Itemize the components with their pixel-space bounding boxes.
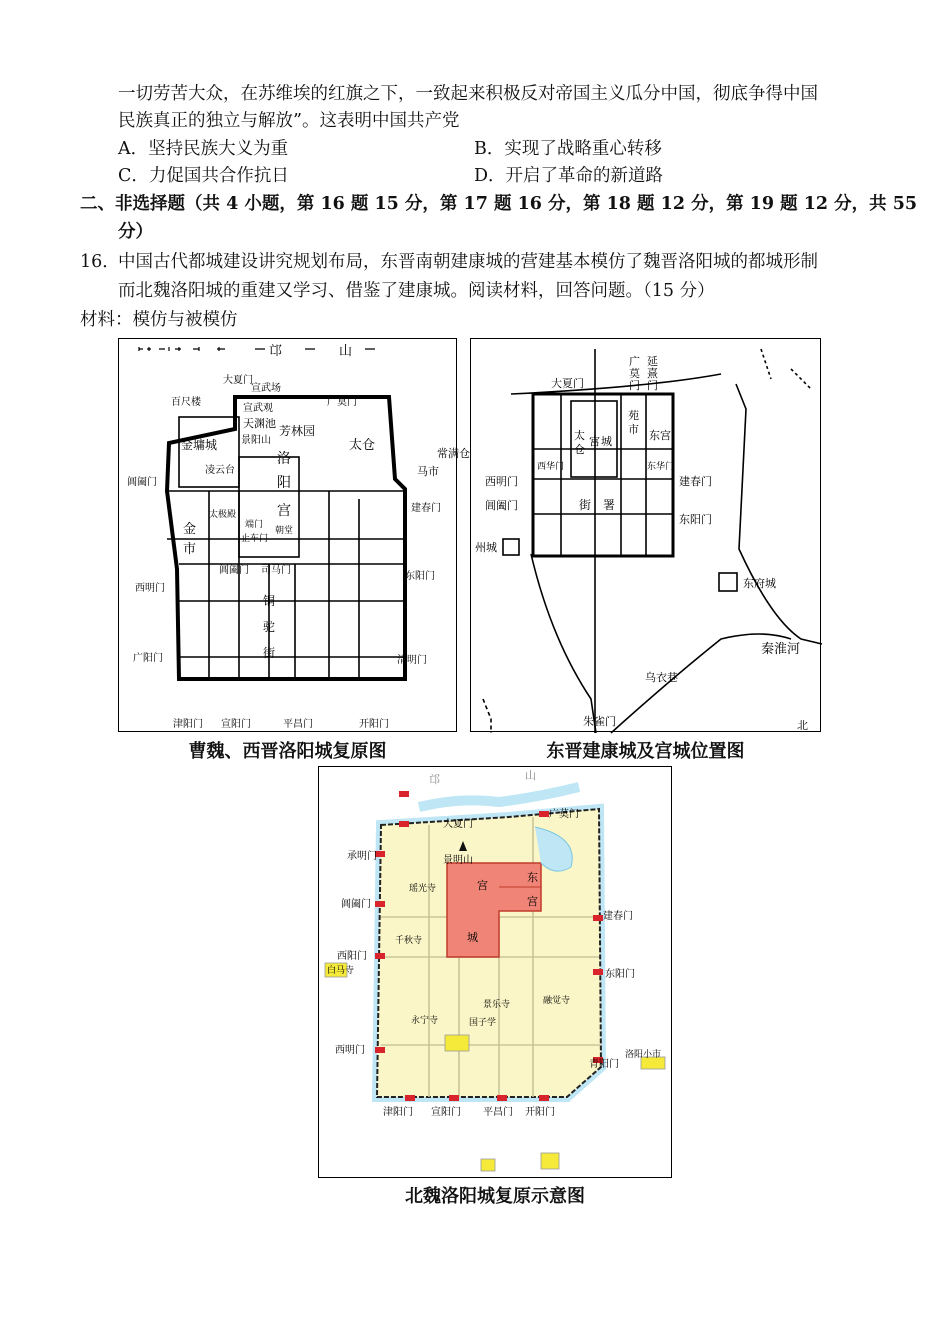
label-men2: 门 [647,379,658,392]
label-taicang-2: 仓 [574,443,585,456]
label-yaoguangsi: 瑶光寺 [409,884,437,894]
label-daxiamen: 大夏门 [551,377,584,390]
q15-text-line1: 一切劳苦大众，在苏维埃的红旗之下，一致起来积极反对帝国主义瓜分中国，彻底争得中国 [118,84,818,104]
label-qingyangmen: 青阳门 [589,1059,619,1070]
label-shi: 市 [183,542,197,557]
label-donghuamen: 东华门 [647,462,675,472]
label-gongcheng-2: 城 [601,435,612,448]
label-zhichemen: 止车门 [241,534,269,544]
label-bei: 北 [797,719,808,732]
label-xuanyangmen: 宣阳门 [221,719,251,730]
label-taicang-1: 太 [574,429,585,442]
label-shu: 署 [603,498,616,512]
market-south-1 [481,1159,495,1171]
map-luoyang-northern-wei-svg [319,767,673,1179]
label-xuanwuchang: 宣武场 [251,383,281,394]
zhoucheng-marker [503,539,519,555]
label-mo: 莫 [629,367,640,380]
label-cheng: 城 [467,931,478,944]
label-guangyangmen: 广阳门 [133,653,163,664]
map3-caption: 北魏洛阳城复原示意图 [405,1186,585,1207]
label-jie: 街 [579,498,592,512]
label-lingyuntai: 凌云台 [205,465,235,476]
label-changmancang: 常满仓 [437,447,470,460]
label-kaiyangmen: 开阳门 [525,1107,555,1118]
label-baimasi: 白马寺 [327,966,355,976]
label-zhoucheng: 州城 [475,541,497,554]
label-mashi: 马市 [417,465,439,478]
label-pingchangmen: 平昌门 [483,1107,513,1118]
label-mang: 邙 [269,344,283,359]
dashed-boundary [761,349,811,389]
label-gong: 宫 [477,879,488,892]
map-luoyang-wei-jin [118,338,470,732]
label-jingyangshan: 景阳山 [241,435,271,446]
label-dong: 东 [527,871,538,884]
label-ximingmen: 西明门 [335,1045,365,1056]
label-dongyangmen: 东阳门 [405,571,435,582]
q15-text-line2: 民族真正的独立与解放”。这表明中国共产党 [118,111,460,131]
label-jinyangmen: 津阳门 [173,719,203,730]
label-xiyangmen: 西阳门 [337,951,367,962]
label-jie: 街 [263,646,276,660]
label-jinyangmen: 津阳门 [383,1107,413,1118]
label-baichilou: 百尺楼 [171,397,201,408]
city-wall [533,394,673,556]
market-south-2 [541,1153,559,1169]
label-jianchunmen: 建春门 [603,911,633,922]
label-jianchunmen: 建春门 [411,503,441,514]
label-guang: 广 [629,355,640,368]
q16-text-line2: 而北魏洛阳城的重建又学习、借鉴了建康城。阅读材料，回答问题。（15 分） [118,281,715,301]
label-shan: 山 [525,769,536,782]
label-guangmomen: 广莫门 [549,809,579,820]
q15-option-c: C．力促国共合作抗日 [118,166,289,186]
label-kaiyangmen: 开阳门 [359,719,389,730]
section2-heading: 二、非选择题（共 4 小题，第 16 题 15 分，第 17 题 16 分，第 18 题 12 分，第 19 题 12 分，共 55 [80,194,918,214]
label-ximingmen: 西明门 [135,583,165,594]
market-central [445,1035,469,1051]
label-chengmingmen: 承明门 [347,851,377,862]
map2-caption: 东晋建康城及宫城位置图 [546,741,745,762]
label-xuanwuguan: 宣武观 [243,403,273,414]
label-duanmen: 端门 [245,520,264,530]
label-tuo: 驼 [263,620,276,634]
label-shi: 市 [628,423,639,436]
label-yan: 延 [647,355,658,368]
q16-text-line1: 中国古代都城建设讲究规划布局，东晋南朝建康城的营建基本模仿了魏晋洛阳城的都城形制 [118,252,818,272]
material-label: 材料：模仿与被模仿 [80,310,238,330]
label-chaotang: 朝堂 [275,526,294,536]
label-taicang: 太仓 [349,438,376,453]
label-guozixue: 国子学 [469,1018,497,1028]
label-xuanyangmen: 宣阳门 [431,1107,461,1118]
label-dongyangmen: 东阳门 [605,969,635,980]
label-yang: 阳 [277,475,291,491]
label-qingmingmen: 清明门 [397,655,427,666]
label-zhuquemen: 朱雀门 [583,715,616,728]
label-donggong: 东宫 [649,429,671,442]
label-changhemen-inner: 阊阖门 [219,565,249,576]
dongfucheng-marker [719,573,737,591]
map1-caption: 曹魏、西晋洛阳城复原图 [188,741,387,762]
label-changhemen: 阊阖门 [485,499,518,512]
q15-option-b: B．实现了战略重心转移 [474,139,662,159]
label-guangmomen: 广莫门 [327,397,357,408]
map-luoyang-northern-wei [318,766,672,1178]
label-daxiamen: 大夏门 [223,375,253,386]
label-luoyangxiaoshi: 洛阳小市 [625,1050,662,1060]
dashed-boundary-left [483,699,491,733]
label-qianqiusi: 千秋寺 [395,936,423,946]
section2-heading-cont: 分） [118,222,153,242]
label-jinyongcheng: 金墉城 [181,438,218,452]
q15-option-d: D．开启了革命的新道路 [474,166,664,186]
label-shan: 山 [339,344,353,359]
label-changhemen: 阊阖门 [127,477,157,488]
map-luoyang-wei-jin-svg [119,339,470,733]
q16-number: 16． [80,252,120,272]
label-gong-east: 宫 [527,895,538,908]
label-taijidian: 太极殿 [209,510,237,520]
label-jinglesi: 景乐寺 [483,1000,511,1010]
label-gongcheng-1: 宫 [589,435,600,448]
label-pingchangmen: 平昌门 [283,719,313,730]
label-dongfucheng: 东府城 [743,577,776,590]
label-mang: 邙 [429,773,440,786]
label-gong: 宫 [277,503,291,519]
label-yongningsi: 永宁寺 [411,1016,439,1026]
label-luo: 洛 [277,451,291,467]
label-simamen: 司马门 [261,565,291,576]
label-jingmingshan: 景明山 [443,855,473,866]
label-xi: 熹 [647,367,658,380]
label-men1: 门 [629,379,640,392]
label-jin: 金 [183,522,197,537]
label-qinhuaihe: 秦淮河 [761,642,801,657]
label-tong: 铜 [263,594,276,608]
label-yuan: 苑 [628,409,639,422]
label-changhemen: 阊阖门 [341,899,371,910]
label-jianchunmen: 建春门 [679,475,712,488]
label-fanglinyuan: 芳林园 [279,424,316,438]
label-wuyixiang: 乌衣巷 [645,671,678,684]
label-rongjuesi: 融觉寺 [543,996,571,1006]
label-dongyangmen: 东阳门 [679,513,712,526]
label-daxiamen: 大夏门 [443,819,473,830]
label-tianyuanchi: 天渊池 [243,417,276,430]
q15-option-a: A．坚持民族大义为重 [118,139,289,159]
label-ximingmen: 西明门 [485,475,518,488]
map-jiankang-svg [471,339,822,733]
north-canal [419,787,579,807]
label-xihuamen: 西华门 [537,462,565,472]
map-jiankang [470,338,821,732]
